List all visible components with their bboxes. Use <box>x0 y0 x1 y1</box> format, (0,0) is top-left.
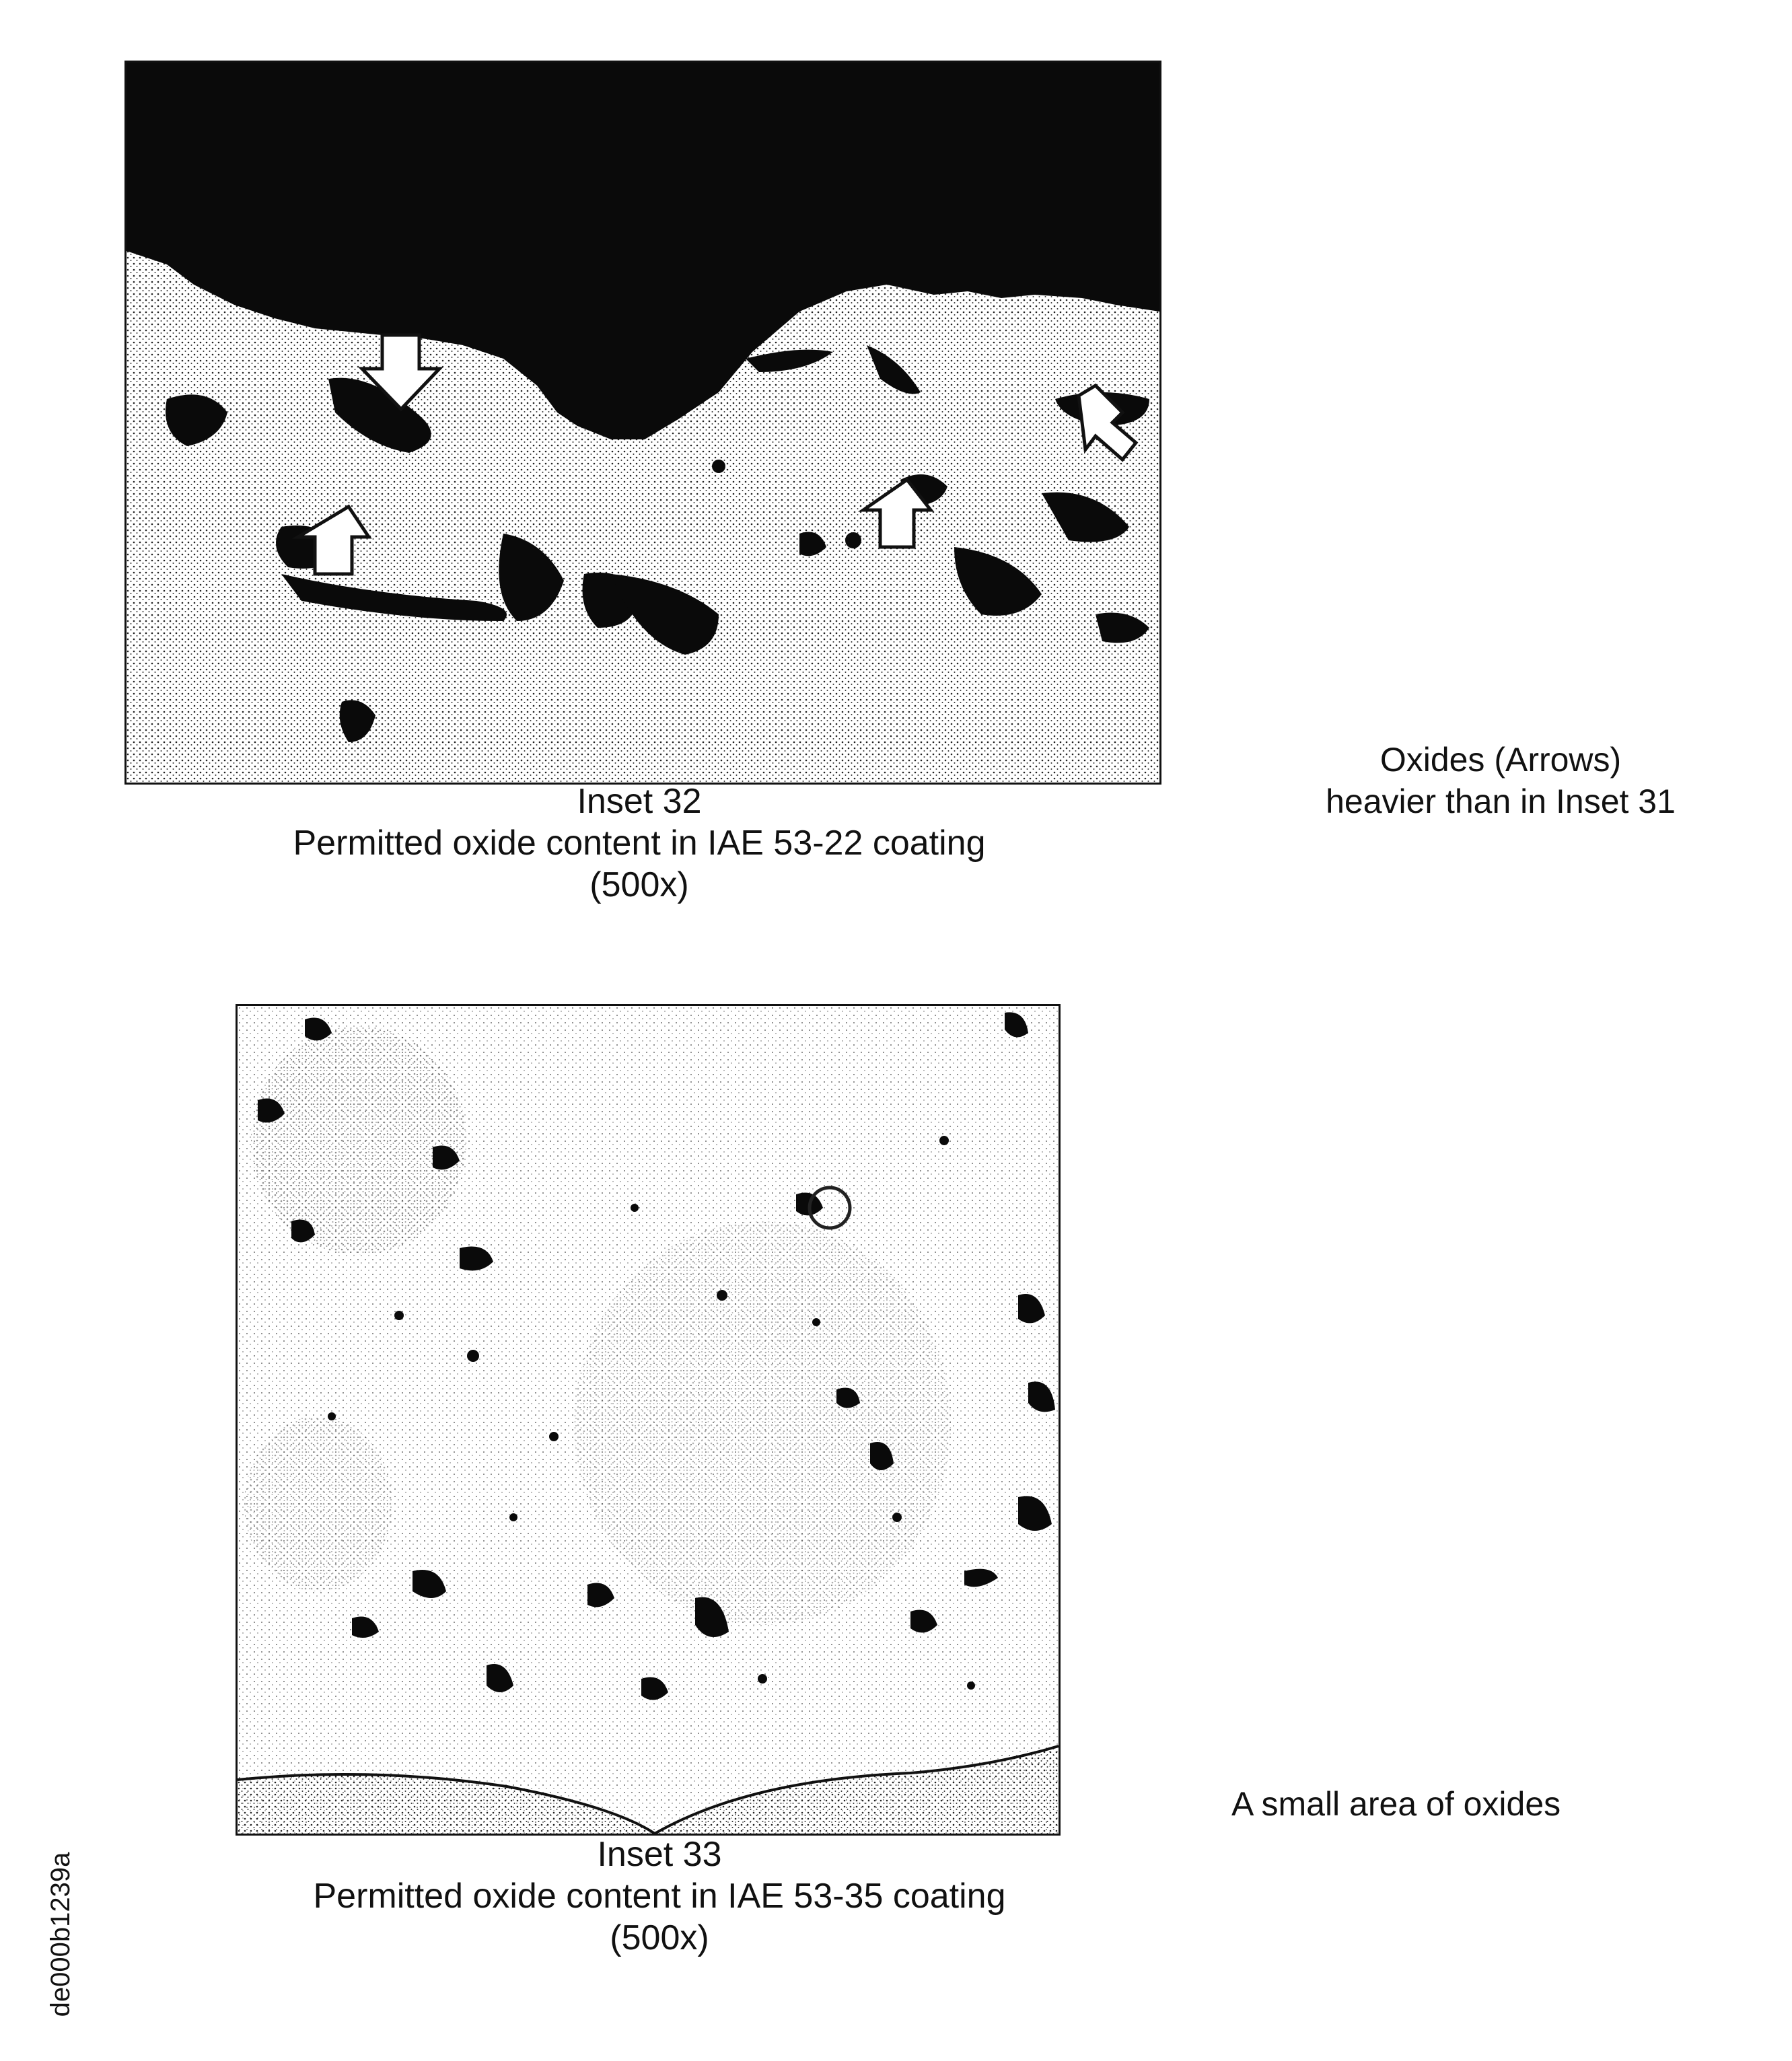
caption-magnification: (500x) <box>589 865 689 904</box>
caption-inset-33 <box>222 1834 1097 1959</box>
caption-description: Permitted oxide content in IAE 53-22 coating <box>293 824 986 863</box>
micrograph-inset-32 <box>124 61 1161 785</box>
caption-magnification: (500x) <box>610 1918 709 1957</box>
caption-title: Inset 32 <box>577 782 702 821</box>
note-line-1: Oxides (Arrows) <box>1379 741 1622 779</box>
micrograph-inset-33 <box>236 1004 1061 1836</box>
caption-description: Permitted oxide content in IAE 53-35 coating <box>313 1877 1006 1916</box>
note-inset-33 <box>1231 1783 1703 1825</box>
note-inset-32 <box>1265 739 1736 822</box>
caption-title: Inset 33 <box>597 1835 722 1874</box>
caption-inset-32 <box>202 781 1077 906</box>
note-line-1: A small area of oxides <box>1231 1785 1561 1823</box>
note-line-2: heavier than in Inset 31 <box>1326 783 1676 820</box>
document-id: de000b1239a <box>46 1852 75 2017</box>
